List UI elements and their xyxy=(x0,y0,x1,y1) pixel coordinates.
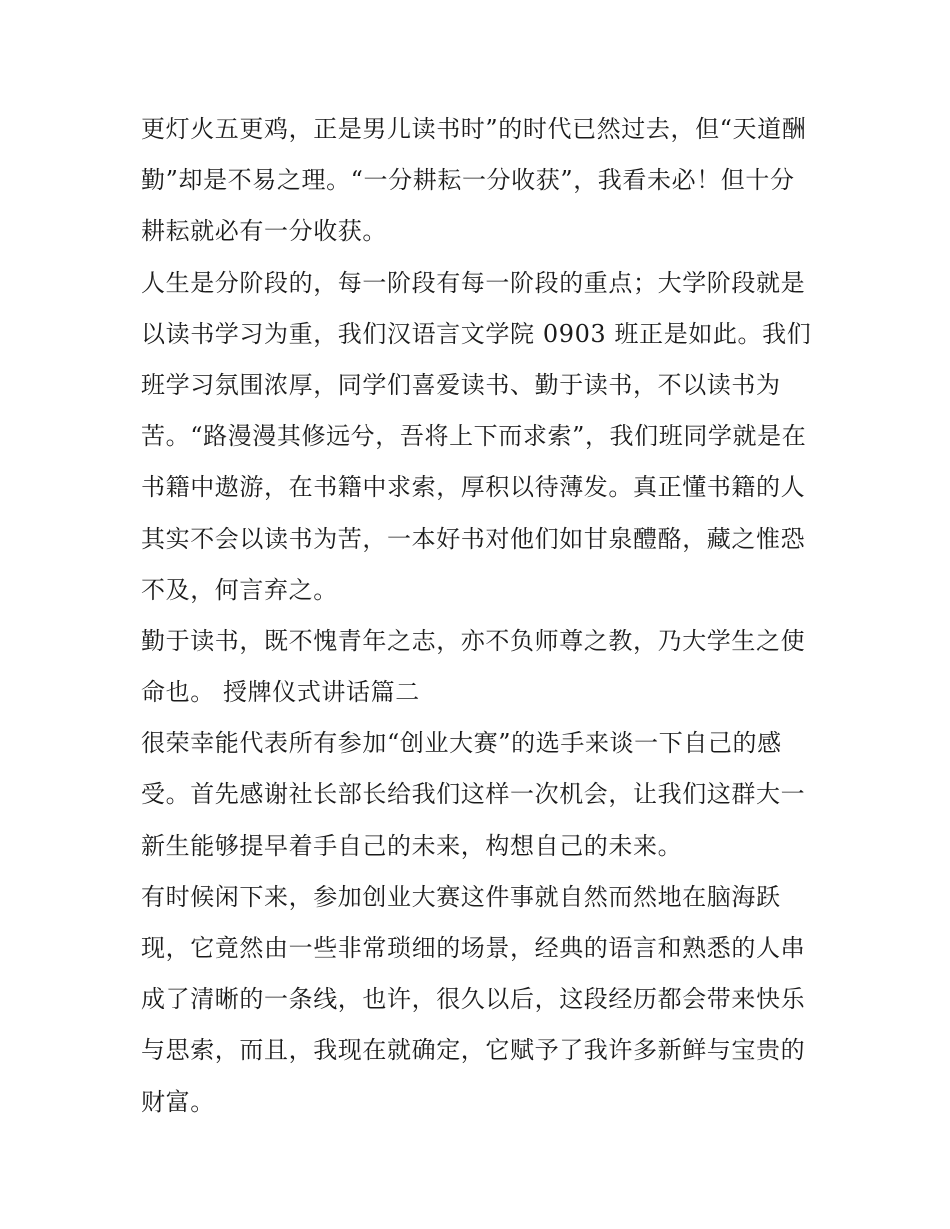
text-line: 勤”却是不易之理。“一分耕耘一分收获”，我看未必！但十分 xyxy=(141,166,795,195)
text-line: 命也。 授牌仪式讲话篇二 xyxy=(141,678,420,707)
text-line: 勤于读书，既不愧青年之志，亦不负师尊之教，乃大学生之使 xyxy=(141,626,806,655)
text-line: 以读书学习为重，我们汉语言文学院 0903 班正是如此。我们 xyxy=(141,319,812,348)
text-line: 苦。“路漫漫其修远兮，吾将上下而求索”，我们班同学就是在 xyxy=(141,422,807,451)
text-line: 不及，何言弃之。 xyxy=(141,575,338,604)
text-line: 很荣幸能代表所有参加“创业大赛”的选手来谈一下自己的感 xyxy=(141,729,782,758)
text-line: 有时候闲下来，参加创业大赛这件事就自然而然地在脑海跃 xyxy=(141,882,781,911)
text-line: 人生是分阶段的，每一阶段有每一阶段的重点；大学阶段就是 xyxy=(141,268,806,297)
text-line: 成了清晰的一条线，也许，很久以后，这段经历都会带来快乐 xyxy=(141,985,806,1014)
text-line: 受。首先感谢社长部长给我们这样一次机会，让我们这群大一 xyxy=(141,780,806,809)
document-body xyxy=(141,104,821,1128)
text-line: 与思索，而且，我现在就确定，它赋予了我许多新鲜与宝贵的 xyxy=(141,1036,806,1065)
text-line: 其实不会以读书为苦，一本好书对他们如甘泉醴酪，藏之惟恐 xyxy=(141,524,806,553)
text-line: 耕耘就必有一分收获。 xyxy=(141,217,387,246)
text-line: 书籍中遨游，在书籍中求索，厚积以待薄发。真正懂书籍的人 xyxy=(141,473,806,502)
text-line: 现，它竟然由一些非常琐细的场景，经典的语言和熟悉的人串 xyxy=(141,934,806,962)
text-line: 更灯火五更鸡，正是男儿读书时”的时代已然过去，但“天道酬 xyxy=(141,115,807,143)
text-line: 财富。 xyxy=(141,1087,215,1116)
text-line: 班学习氛围浓厚，同学们喜爱读书、勤于读书，不以读书为 xyxy=(141,370,781,399)
text-line: 新生能够提早着手自己的未来，构想自己的未来。 xyxy=(141,831,683,860)
